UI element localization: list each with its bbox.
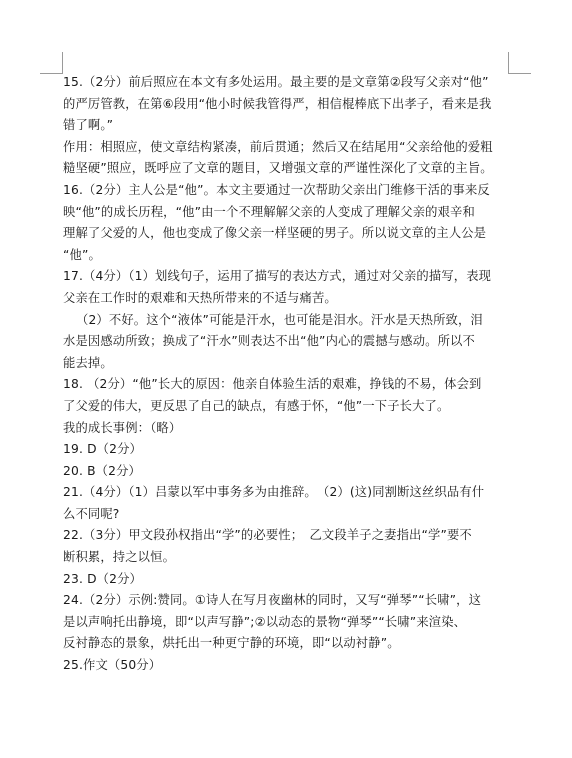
text-line: （2）不好。这个“液体”可能是汗水，也可能是泪水。汗水是天热所致，泪 [76,312,483,327]
text-line: 16.（2分）主人公是“他”。本文主要通过一次帮助父亲出门维修干活的事来反 [63,182,490,197]
text-line: 水是因感动所致；换成了“汗水”则表达不出“他”内心的震撼与感动。所以不 [63,334,475,349]
answer-text-body [63,72,511,677]
text-line: 15.（2分）前后照应在本文有多处运用。最主要的是文章第②段写父亲对“他” [63,75,489,89]
text-line: 21.（4分）（1）吕蒙以军中事务多为由推辞。 （2）(这)同割断这丝织品有什 [63,485,485,500]
text-line: 25.作文（50分） [63,658,162,673]
text-line: 理解了父爱的人，他也变成了像父亲一样坚硬的男子。所以说文章的主人公是 [63,226,487,241]
text-line: 23. D（2分） [63,571,142,586]
text-line: 断积累，持之以恒。 [63,550,176,565]
text-line: 我的成长事例：（略） [63,420,182,435]
text-line: 作用：相照应，使文章结构紧凑，前后贯通；然后又在结尾用“父亲给他的爱粗 [63,139,493,154]
text-line: 20. B（2分） [63,463,141,478]
text-line: 18. （2分）“他”长大的原因：他亲自体验生活的艰难，挣钱的不易，体会到 [63,377,482,392]
crop-mark-top-left-horizontal [40,73,62,74]
text-line: 的严厉管教，在第⑥段用“他小时候我管得严，相信棍棒底下出孝子，看来是我 [63,96,492,111]
text-line: 17.（4分）（1）划线句子，运用了描写的表达方式，通过对父亲的描写，表现 [63,269,492,284]
text-line: 错了啊。” [63,118,114,133]
crop-mark-top-right-horizontal [509,73,531,74]
text-line: “他”。 [63,247,101,262]
text-line: 了父爱的伟大，更反思了自己的缺点，有感于怀，“他”一下子长大了。 [63,398,450,413]
text-line: 是以声响托出静境，即“以声写静”;②以动态的景物“弹琴”“长啸”来渲染、 [63,614,467,629]
crop-mark-top-left-vertical [62,52,63,74]
crop-mark-top-right-vertical [508,52,509,74]
text-line: 24.（2分）示例:赞同。①诗人在写月夜幽林的同时，又写“弹琴”“长啸”，这 [63,593,482,608]
text-line: 映“他”的成长历程，“他”由一个不理解解父亲的人变成了理解父亲的艰辛和 [63,204,475,219]
text-line: 糙坚硬”照应，既呼应了文章的题目，又增强文章的严谨性深化了文章的主旨。 [63,161,493,176]
text-line: 么不同呢? [63,506,120,521]
text-line: 父亲在工作时的艰难和天热所带来的不适与痛苦。 [63,290,337,305]
text-line: 22.（3分）甲文段孙权指出“学”的必要性； 乙文段羊子之妻指出“学”要不 [63,528,472,543]
text-line: 反衬静态的景象，烘托出一种更宁静的环境，即“以动衬静”。 [63,636,400,651]
text-line: 19. D（2分） [63,442,142,457]
text-line: 能去掉。 [63,355,113,370]
